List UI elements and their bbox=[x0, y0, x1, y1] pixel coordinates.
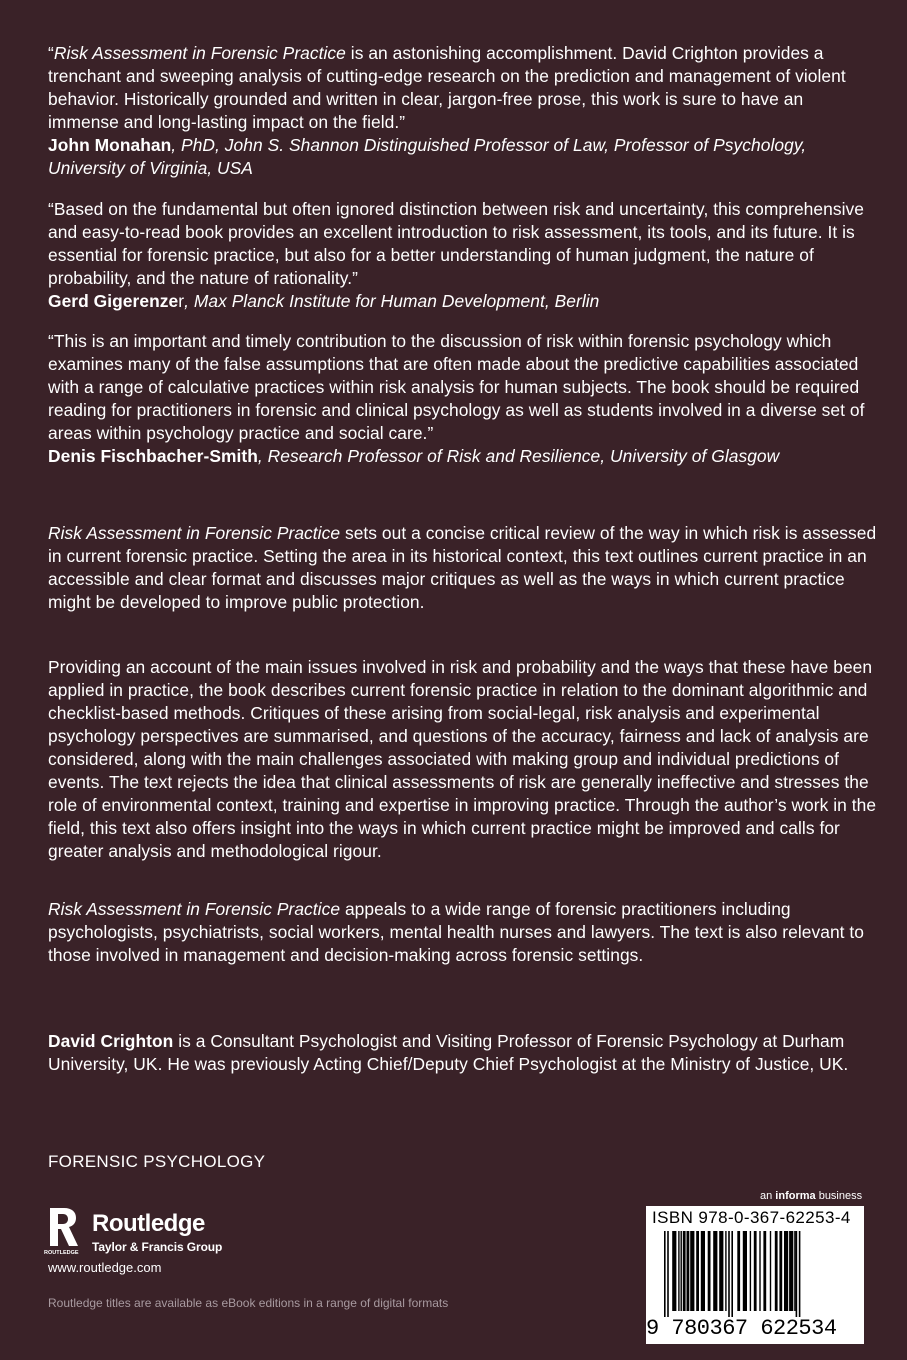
barcode-bar bbox=[794, 1231, 795, 1311]
book-title-ref: Risk Assessment in Forensic Practice bbox=[48, 523, 341, 543]
subject-category: FORENSIC PSYCHOLOGY bbox=[48, 1152, 266, 1171]
logo-mark-text: ROUTLEDGE bbox=[44, 1250, 79, 1256]
barcode-bar bbox=[754, 1231, 757, 1311]
endorsement-quote-3 bbox=[48, 330, 878, 468]
barcode-bar bbox=[796, 1231, 798, 1317]
publisher-name: Routledge bbox=[92, 1210, 205, 1237]
quote-author: Denis Fischbacher-Smith bbox=[48, 446, 258, 466]
paragraph-text: sets out a concise critical review of the way in which risk is assessed in current forensic practice. Setting the area in its historical context, this text outlines current practice in an accessible and clear format and discusses major critiques as well as the ways in which current practice might be developed to improve public protection. bbox=[48, 523, 877, 612]
publisher-website-link[interactable]: www.routledge.com bbox=[48, 1260, 162, 1275]
description-paragraph-2 bbox=[48, 656, 878, 863]
barcode-bar bbox=[728, 1231, 730, 1317]
author-bio-text: is a Consultant Psychologist and Visiting Professor of Forensic Psychology at Durham University, UK. He was previously Acting Chief/Deputy Chief Psychologist at the Ministry of Justice, UK. bbox=[48, 1031, 849, 1074]
barcode-bar bbox=[737, 1231, 740, 1311]
barcode-bar bbox=[725, 1231, 726, 1311]
barcode-bar bbox=[713, 1231, 717, 1311]
barcode-bar bbox=[784, 1231, 788, 1311]
barcode-bar bbox=[672, 1231, 676, 1311]
barcode-number: 9 780367 622534 bbox=[646, 1316, 837, 1341]
book-title-ref: Risk Assessment in Forensic Practice bbox=[48, 899, 341, 919]
isbn-barcode bbox=[646, 1206, 864, 1344]
author-name: David Crighton bbox=[48, 1031, 174, 1051]
informa-business-tag: an informa business bbox=[760, 1190, 863, 1202]
quote-affiliation: , Research Professor of Risk and Resilience, University of Glasgow bbox=[257, 446, 780, 466]
barcode-bar bbox=[678, 1231, 679, 1311]
quote-text: “Based on the fundamental but often ignored distinction between risk and uncertainty, this comprehensive and easy-to-read book provides an excellent introduction to risk assessment, its tools, and its future. It is essential for forensic practice, but also for a better understanding of human judgment, the nature of probability, and the nature of rationality.” bbox=[48, 199, 864, 288]
barcode-bar bbox=[681, 1231, 682, 1311]
quote-affiliation: , PhD, John S. Shannon Distinguished Professor of Law, Professor of Psychology, University of Virginia, USA bbox=[48, 135, 807, 178]
routledge-logo-icon bbox=[42, 1204, 86, 1256]
endorsement-quote-1 bbox=[48, 42, 878, 180]
barcode-bar bbox=[667, 1231, 669, 1317]
author-bio bbox=[48, 1030, 878, 1076]
paragraph-text: appeals to a wide range of forensic practitioners including psychologists, psychiatrists, social workers, mental health nurses and lawyers. The text is also relevant to those involved in management and decision-making across forensic settings. bbox=[48, 899, 865, 965]
barcode-bar bbox=[696, 1231, 699, 1311]
barcode-bar bbox=[731, 1231, 733, 1317]
barcode-bar bbox=[779, 1231, 782, 1311]
barcode-bar bbox=[770, 1231, 771, 1311]
quote-affiliation: , Max Planck Institute for Human Development, Berlin bbox=[184, 291, 600, 311]
barcode-bar bbox=[743, 1231, 747, 1311]
barcode-bar bbox=[719, 1231, 723, 1311]
routledge-logo bbox=[42, 1204, 242, 1264]
barcode-icon bbox=[646, 1231, 864, 1319]
barcode-bar bbox=[701, 1231, 705, 1311]
barcode-bar bbox=[683, 1231, 686, 1311]
description-paragraph-1 bbox=[48, 522, 878, 614]
quote-author-tail: r bbox=[178, 291, 185, 311]
informa-brand: informa bbox=[775, 1190, 816, 1202]
barcode-bar bbox=[687, 1231, 690, 1311]
barcode-bar bbox=[690, 1231, 694, 1311]
barcode-bar bbox=[708, 1231, 711, 1311]
isbn-label: ISBN 978-0-367-62253-4 bbox=[652, 1208, 851, 1227]
ebook-availability-note: Routledge titles are available as eBook editions in a range of digital formats bbox=[48, 1296, 449, 1310]
barcode-bar bbox=[759, 1231, 760, 1311]
quote-open-mark: “ bbox=[48, 43, 54, 63]
quote-text: “This is an important and timely contribution to the discussion of risk within forensic psychology which examines many of the false assumptions that are often made about the predictive capabilities associated with a range of calculative practices within risk analysis for human subjects. The book should be required reading for practitioners in forensic and clinical psychology as well as students involved in a diverse set of areas within psychology practice and social care.” bbox=[48, 331, 865, 443]
barcode-bar bbox=[775, 1231, 778, 1311]
endorsement-quote-2 bbox=[48, 198, 878, 313]
quote-author: John Monahan bbox=[48, 135, 172, 155]
barcode-bar bbox=[799, 1231, 801, 1317]
barcode-bar bbox=[750, 1231, 751, 1311]
publisher-group: Taylor & Francis Group bbox=[92, 1240, 223, 1254]
paragraph-text: Providing an account of the main issues involved in risk and probability and the ways that these have been applied in practice, the book describes current forensic practice in relation to the dominant algorithmic and checklist-based methods. Critiques of these arising from social-legal, risk analysis and experimental psychology perspectives are summarised, and questions of the accuracy, fairness and lack of analysis are considered, along with the main challenges associated with making group and individual predictions of events. The text rejects the idea that clinical assessments of risk are generally ineffective and stresses the role of environmental context, training and expertise in improving practice. Through the author’s work in the field, this text also offers insight into the ways in which current practice might be improved and calls for greater analysis and methodological rigour. bbox=[48, 657, 877, 861]
barcode-bar bbox=[763, 1231, 766, 1311]
description-paragraph-3 bbox=[48, 898, 878, 967]
book-title-ref: Risk Assessment in Forensic Practice bbox=[53, 43, 346, 63]
quote-text: is an astonishing accomplishment. David Crighton provides a trenchant and sweeping analysis of cutting-edge research on the prediction and management of violent behavior. Historically grounded and written in clear, jargon-free prose, this work is sure to have an immense and long-lasting impact on the field.” bbox=[48, 43, 846, 132]
barcode-bar bbox=[789, 1231, 793, 1311]
barcode-bar bbox=[664, 1231, 666, 1317]
quote-author: Gerd Gigerenze bbox=[48, 291, 179, 311]
